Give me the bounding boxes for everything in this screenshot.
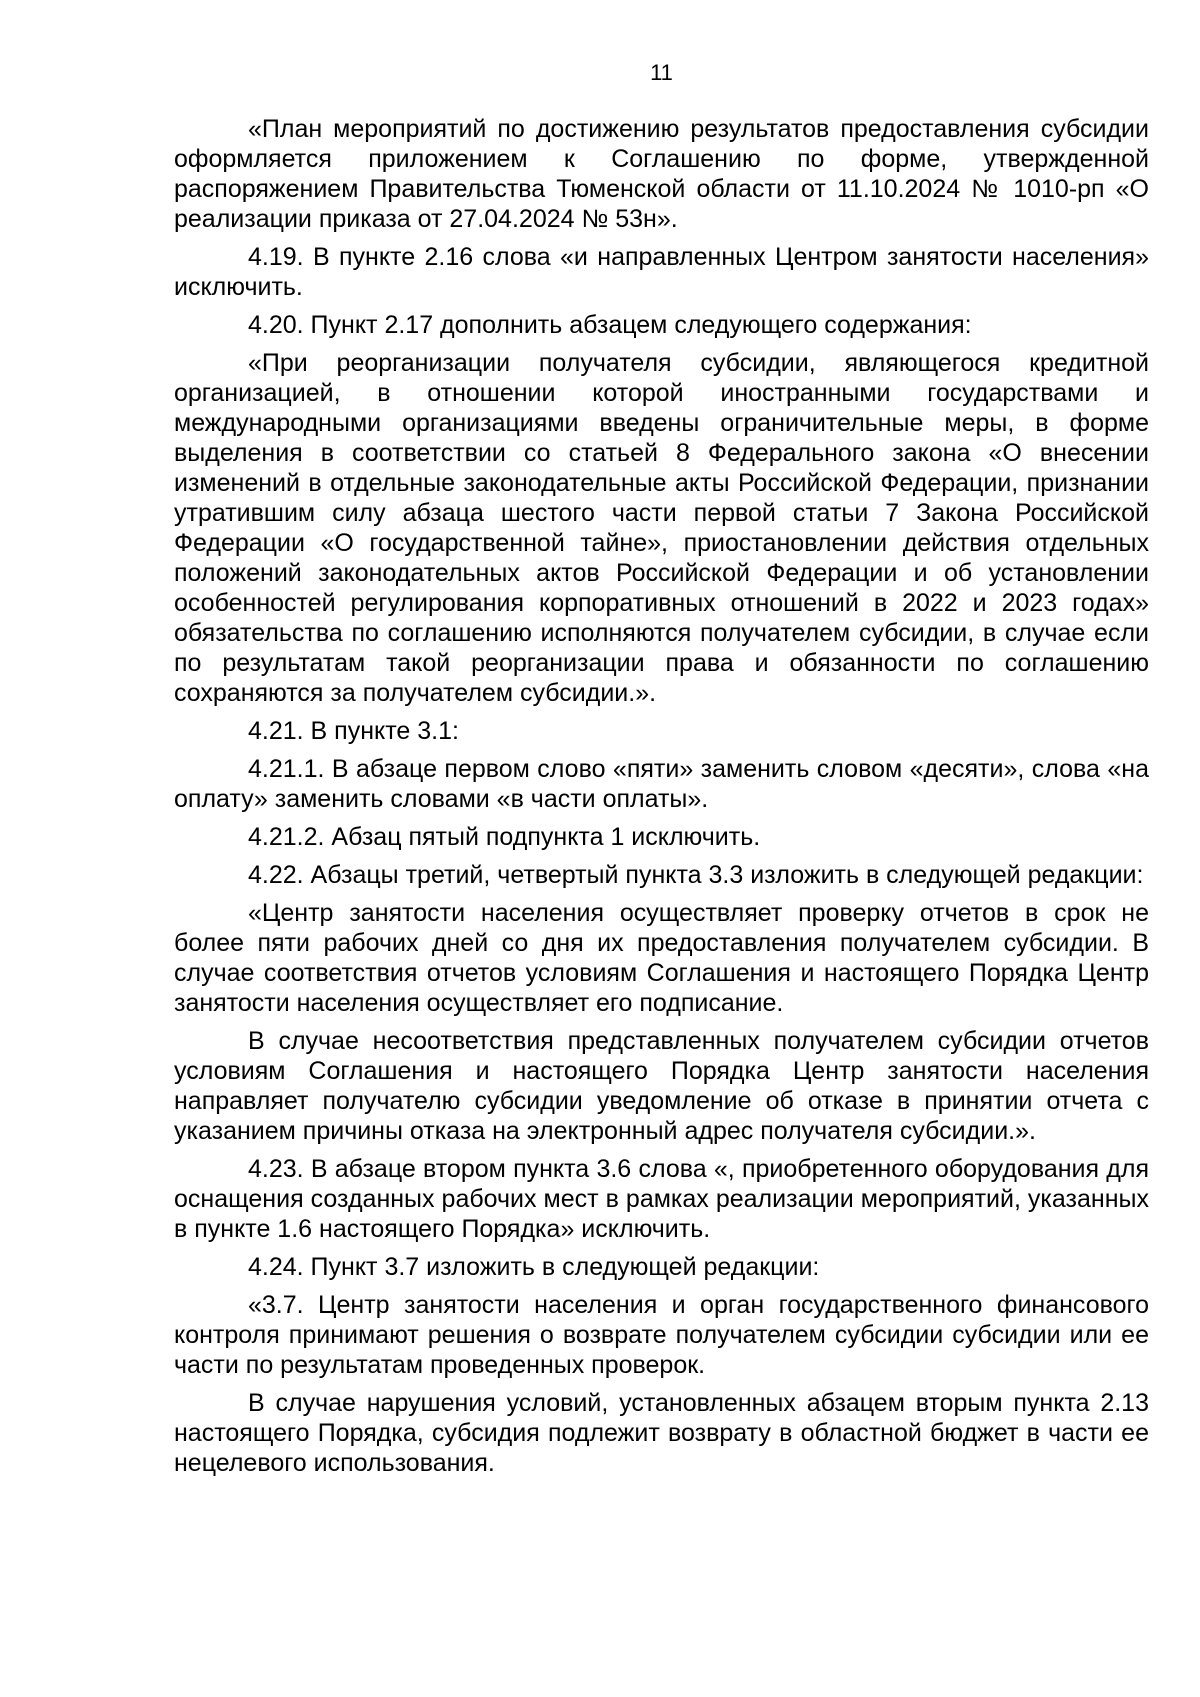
paragraph-3-7: «3.7. Центр занятости населения и орган государственного финансового контроля принимают решения о возврате получателем субсидии субсидии или ее части по результатам проведенных проверок. [174, 1291, 1149, 1379]
document-body [174, 114, 1149, 1486]
paragraph-4-21-2: 4.21.2. Абзац пятый подпункта 1 исключить. [248, 823, 761, 851]
paragraph-plan: «План мероприятий по достижению результатов предоставления субсидии оформляется приложением к Соглашению по форме, утвержденной распоряжением Правительства Тюменской области от 11.10.2024 № 1010-рп «О реализации приказа от 27.04.2024 № 53н». [174, 115, 1149, 233]
paragraph-4-24: 4.24. Пункт 3.7 изложить в следующей редакции: [248, 1253, 820, 1281]
paragraph-4-21-1: 4.21.1. В абзаце первом слово «пяти» заменить словом «десяти», слова «на оплату» заменить словами «в части оплаты». [174, 755, 1149, 813]
page-number: 11 [650, 60, 673, 85]
paragraph-4-21: 4.21. В пункте 3.1: [248, 717, 459, 745]
paragraph-violation: В случае нарушения условий, установленных абзацем вторым пункта 2.13 настоящего Порядка, субсидия подлежит возврату в областной бюджет в части ее нецелевого использования. [174, 1389, 1149, 1477]
paragraph-4-20: 4.20. Пункт 2.17 дополнить абзацем следующего содержания: [248, 311, 972, 339]
paragraph-report-mismatch: В случае несоответствия представленных получателем субсидии отчетов условиям Соглашения и настоящего Порядка Центр занятости населения направляет получателю субсидии уведомление об отказе в принятии отчета с указанием причины отказа на электронный адрес получателя субсидии.». [174, 1027, 1149, 1145]
paragraph-report-check: «Центр занятости населения осуществляет проверку отчетов в срок не более пяти рабочих дней со дня их предоставления получателем субсидии. В случае соответствия отчетов условиям Соглашения и настоящего Порядка Центр занятости населения осуществляет его подписание. [174, 899, 1149, 1017]
paragraph-reorganization: «При реорганизации получателя субсидии, являющегося кредитной организацией, в отношении которой иностранными государствами и международными организациями введены ограничительные меры, в форме выделения в соответствии со статьей 8 Федерального закона «О внесении изменений в отдельные законодательные акты Российской Федерации, признании утратившим силу абзаца шестого части первой статьи 7 Закона Российской Федерации «О государственной тайне», приостановлении действия отдельных положений законодательных актов Российской Федерации и об установлении особенностей регулирования корпоративных отношений в 2022 и 2023 годах» обязательства по соглашению исполняются получателем субсидии, в случае если по результатам такой реорганизации права и обязанности по соглашению сохраняются за получателем субсидии.». [174, 349, 1149, 707]
paragraph-4-23: 4.23. В абзаце втором пункта 3.6 слова «, приобретенного оборудования для оснащения созданных рабочих мест в рамках реализации мероприятий, указанных в пункте 1.6 настоящего Порядка» исключить. [174, 1155, 1149, 1243]
paragraph-4-19: 4.19. В пункте 2.16 слова «и направленных Центром занятости населения» исключить. [174, 243, 1149, 301]
paragraph-4-22: 4.22. Абзацы третий, четвертый пункта 3.3 изложить в следующей редакции: [248, 861, 1144, 889]
